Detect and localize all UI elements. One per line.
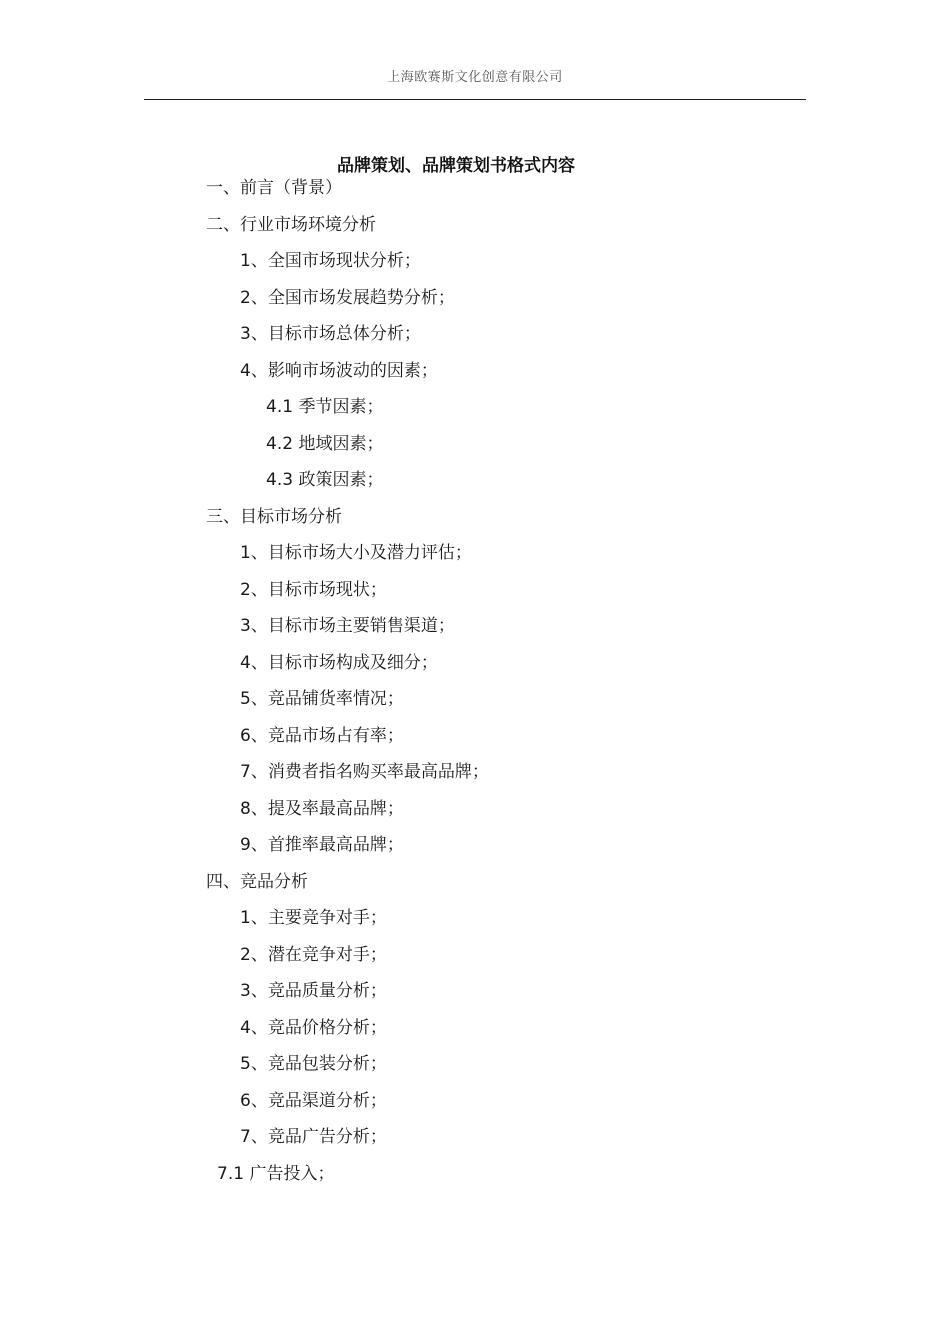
outline-item: 3、目标市场主要销售渠道； (240, 616, 455, 636)
outline-item: 4、目标市场构成及细分； (240, 652, 438, 673)
outline-item: 三、目标市场分析 (206, 506, 342, 527)
outline-item: 6、竞品渠道分析； (240, 1090, 387, 1111)
outline-item: 1、全国市场现状分析； (240, 251, 421, 271)
outline-item: 3、竞品质量分析； (240, 981, 387, 1001)
outline-item: 7、消费者指名购买率最高品牌； (240, 762, 489, 782)
outline-item: 4、竞品价格分析； (240, 1017, 387, 1038)
outline-item: 4、影响市场波动的因素； (240, 360, 438, 381)
outline-item: 8、提及率最高品牌； (240, 798, 404, 819)
outline-item: 5、竞品铺货率情况； (240, 689, 404, 709)
outline-item: 二、行业市场环境分析 (206, 214, 376, 235)
outline-item: 6、竞品市场占有率； (240, 725, 404, 746)
outline-item: 2、全国市场发展趋势分析； (240, 287, 455, 308)
outline-item: 9、首推率最高品牌； (240, 835, 404, 855)
outline-item: 5、竞品包装分析； (240, 1054, 387, 1074)
outline-item: 7、竞品广告分析； (240, 1127, 387, 1147)
outline-item: 2、潜在竞争对手； (240, 944, 387, 965)
outline-item: 7.1 广告投入； (217, 1163, 335, 1184)
outline-item: 4.1 季节因素； (266, 397, 384, 417)
header-divider (144, 99, 806, 100)
outline-item: 4.2 地域因素； (266, 433, 384, 454)
outline-item: 1、主要竞争对手； (240, 908, 387, 928)
outline-item: 4.3 政策因素； (266, 470, 384, 490)
page-header-company: 上海欧赛斯文化创意有限公司 (387, 70, 563, 85)
outline-item: 四、竞品分析 (206, 871, 308, 892)
outline-item: 2、目标市场现状； (240, 579, 387, 600)
document-title: 品牌策划、品牌策划书格式内容 (337, 156, 575, 176)
outline-item: 1、目标市场大小及潜力评估； (240, 543, 472, 563)
outline-item: 3、目标市场总体分析； (240, 324, 421, 344)
outline-item: 一、前言（背景） (206, 178, 342, 198)
outline-list (0, 176, 950, 1198)
